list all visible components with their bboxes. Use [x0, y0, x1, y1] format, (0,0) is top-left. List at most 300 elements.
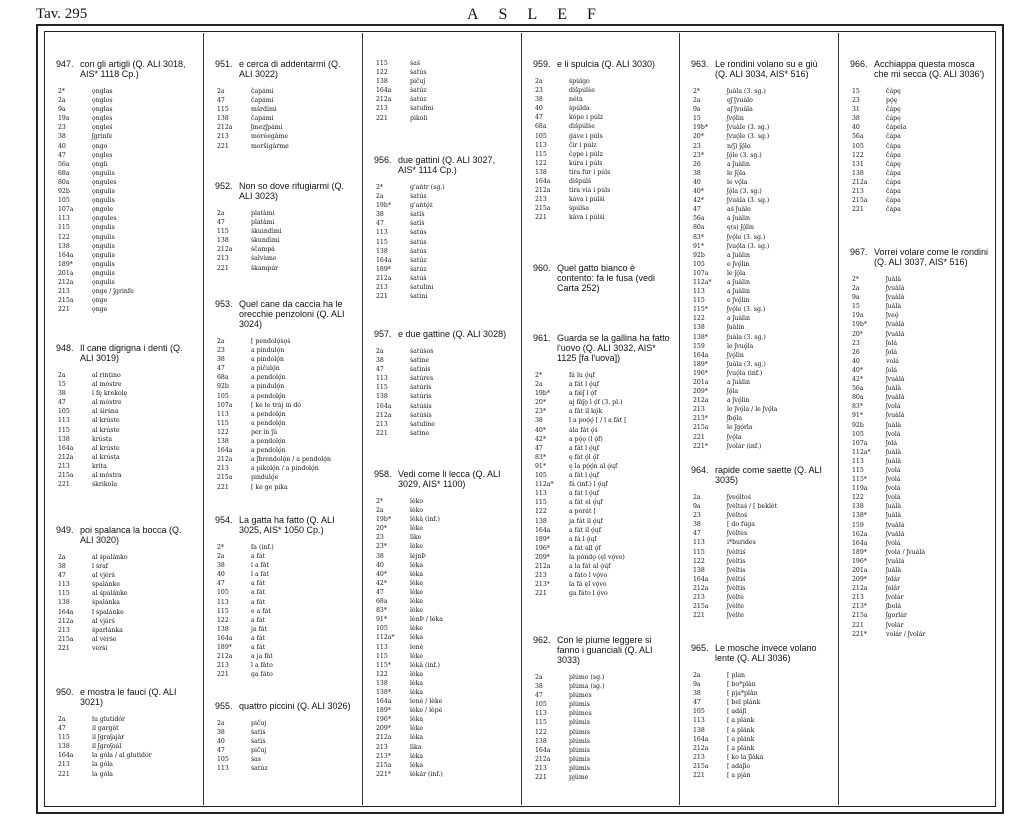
point-code: 2* — [376, 498, 384, 505]
response-row — [215, 218, 356, 227]
point-code: 2a — [535, 674, 543, 681]
dialect-form: lèka — [410, 761, 424, 769]
point-code: 212a — [58, 617, 74, 625]
point-code: 213 — [535, 196, 547, 204]
dialect-form: moršigàrme — [251, 142, 289, 150]
dialect-form: a fát all ǫ́f — [569, 544, 601, 552]
point-code: 23* — [376, 543, 387, 551]
dialect-form: a pičulǫ́n — [251, 365, 280, 373]
point-code: 115 — [376, 238, 388, 246]
point-code: 212a — [535, 187, 551, 195]
point-code: 9a — [58, 106, 66, 114]
response-row — [533, 416, 673, 425]
point-code: 213 — [852, 594, 864, 602]
response-row — [533, 507, 673, 516]
point-code: 164a — [852, 539, 868, 547]
response-row — [374, 615, 515, 624]
dialect-form: ga fáto — [251, 671, 273, 679]
dialect-form: pǫ́ę — [886, 97, 898, 105]
point-code: 23 — [852, 97, 860, 105]
dialect-form: lèka — [410, 752, 424, 760]
dialect-form: lènÞ / lèka — [410, 616, 443, 624]
point-code: 122 — [535, 728, 547, 736]
point-code: 212a — [693, 397, 709, 405]
entry-heading — [533, 59, 673, 69]
response-row — [374, 201, 515, 210]
point-code: 40* — [693, 188, 704, 196]
dialect-form: le ʃǫ́la — [727, 169, 746, 177]
response-list — [374, 497, 515, 779]
point-code: 47 — [535, 444, 543, 452]
response-list — [533, 673, 673, 782]
response-row — [56, 96, 197, 105]
response-row — [691, 214, 832, 223]
point-code: 2a — [376, 507, 384, 515]
dialect-form: a ʃuàlin — [727, 160, 750, 168]
response-row — [691, 557, 832, 566]
entry-962 — [533, 635, 673, 782]
response-row — [691, 771, 832, 780]
dialect-form: i*burides — [727, 539, 756, 547]
point-code: 2a — [58, 716, 66, 723]
point-code: 221 — [217, 264, 229, 272]
dialect-form: le ʃgǫ́rla — [727, 424, 753, 432]
point-code: 196* — [535, 544, 550, 552]
point-code: 23* — [535, 408, 546, 416]
point-code: 189* — [217, 644, 232, 652]
dialect-form: ǫngulis — [92, 233, 115, 241]
point-code: 212a — [535, 755, 551, 763]
dialect-form: ę fát ǫ́l ǫ́f — [569, 453, 599, 461]
point-code: 115 — [217, 106, 229, 114]
point-code: 19b* — [535, 390, 550, 398]
dialect-form: ṡatúz — [251, 765, 268, 773]
response-row — [533, 132, 673, 141]
entry-title: e mostra le fauci (Q. ALI 3021) — [80, 687, 177, 707]
point-code: 212a — [217, 124, 233, 132]
response-row — [374, 429, 515, 438]
dialect-form: čápa — [886, 197, 901, 205]
point-code: 215a — [852, 612, 868, 620]
point-code: 221 — [58, 770, 70, 778]
point-code: 68a — [217, 374, 229, 382]
response-row — [374, 183, 515, 192]
response-row — [215, 364, 356, 373]
point-code: 212a — [217, 456, 233, 464]
response-row — [56, 608, 197, 617]
point-code: 213 — [376, 284, 388, 292]
entry-title: e due gattine (Q. ALI 3028) — [398, 329, 507, 339]
point-code: 40 — [217, 571, 225, 579]
response-row — [533, 204, 673, 213]
response-row — [374, 624, 515, 633]
response-row — [215, 728, 356, 737]
response-row — [215, 737, 356, 746]
response-row — [533, 168, 673, 177]
dialect-form: [ adáʃio — [727, 762, 751, 770]
response-row — [215, 464, 356, 473]
dialect-form: a fát — [251, 634, 266, 642]
response-row — [374, 606, 515, 615]
dialect-form: ṡatúṡis — [410, 402, 432, 410]
point-code: 138 — [217, 438, 229, 446]
response-row — [374, 542, 515, 551]
response-row — [56, 178, 197, 187]
response-row — [691, 278, 832, 287]
response-row — [691, 369, 832, 378]
response-row — [374, 706, 515, 715]
response-row — [533, 398, 673, 407]
point-code: 213 — [535, 764, 547, 772]
point-code: 15 — [852, 88, 860, 95]
point-code: 122 — [217, 616, 229, 624]
entry-heading — [374, 329, 515, 339]
point-code: 159 — [852, 521, 864, 529]
point-code: 92b — [217, 383, 229, 391]
dialect-form: a fát — [251, 598, 266, 606]
point-code: 47 — [217, 219, 225, 227]
response-row — [850, 96, 990, 105]
dialect-form: dišpúlṡe — [569, 87, 595, 95]
dialect-form: pikoli — [410, 114, 428, 122]
dialect-form: al ṡirṡna — [92, 408, 119, 416]
response-row — [56, 426, 197, 435]
point-code: 221* — [852, 630, 867, 638]
response-row — [374, 228, 515, 237]
response-row — [56, 553, 197, 562]
response-row — [374, 515, 515, 524]
dialect-form: plúmo (sg.) — [569, 674, 605, 681]
response-row — [850, 393, 990, 402]
dialect-form: [ a plánk — [727, 717, 755, 725]
point-code: 221 — [693, 612, 705, 620]
dialect-form: ṡalvàme — [251, 255, 277, 263]
response-row — [691, 396, 832, 405]
point-code: 38 — [535, 683, 543, 691]
dialect-form: a pendolǫ́n — [251, 410, 286, 418]
point-code: 47 — [535, 114, 543, 122]
column-5 — [681, 33, 839, 805]
point-code: 2* — [217, 544, 225, 551]
point-code: 105 — [217, 589, 229, 597]
dialect-form: lèke — [410, 543, 424, 551]
point-code: 138 — [217, 237, 229, 245]
point-code: 23 — [693, 512, 701, 520]
response-row — [533, 553, 673, 562]
response-row — [56, 571, 197, 580]
dialect-form: ʃǫ́le (3. sg.) — [727, 151, 762, 159]
response-row — [56, 142, 197, 151]
dialect-form: ʃvèltiś — [727, 575, 746, 583]
response-row — [215, 552, 356, 561]
point-code: 92b — [693, 251, 705, 259]
point-code: 215a — [376, 761, 392, 769]
point-code: 212a — [217, 653, 233, 661]
response-row — [691, 269, 832, 278]
point-code: 113 — [58, 581, 70, 589]
response-row — [850, 411, 990, 420]
response-row — [533, 371, 673, 380]
dialect-form: la góla / al glutidór — [92, 752, 152, 760]
response-list — [56, 371, 197, 489]
dialect-form: g'aṅtr (sg.) — [410, 184, 445, 191]
response-row — [850, 593, 990, 602]
response-row — [691, 689, 832, 698]
dialect-form: ṡparlánka — [92, 626, 123, 634]
point-code: 138* — [693, 333, 708, 341]
entry-title: Non so dove rifugiarmi (Q. ALI 3023) — [239, 181, 345, 201]
response-row — [850, 187, 990, 196]
entry-957 — [374, 329, 515, 438]
dialect-form: ǫngulis — [92, 260, 115, 268]
point-code: 15 — [58, 381, 66, 389]
response-row — [215, 579, 356, 588]
dialect-form: a pǫ́ǫ (l ǫ́f) — [569, 435, 603, 443]
response-row — [691, 502, 832, 511]
point-code: 213 — [693, 594, 705, 602]
point-code: 38 — [693, 690, 701, 698]
point-code: 2* — [852, 276, 860, 283]
point-code: 115 — [852, 466, 864, 474]
response-row — [691, 593, 832, 602]
point-code: 38 — [693, 521, 701, 529]
dialect-form: plúmes — [569, 710, 592, 718]
dialect-form: lèke — [410, 607, 424, 615]
dialect-form: a fát — [251, 553, 266, 561]
dialect-form: ʃvolá — [886, 466, 901, 474]
entry-title: Vorrei volare come le rondini (Q. ALI 3037, AIS* 516) — [874, 247, 989, 267]
dialect-form: la góla — [92, 761, 113, 769]
dialect-form: ǫngules — [92, 215, 117, 223]
dialect-form: néta — [569, 96, 583, 104]
response-row — [850, 178, 990, 187]
point-code: 107a — [693, 269, 709, 277]
point-code: 9a — [693, 106, 701, 114]
point-code: 91* — [535, 462, 546, 470]
dialect-form: pjúme — [569, 774, 589, 782]
dialect-form: per in ʃú — [251, 428, 278, 436]
dialect-form: [ a plánk — [727, 744, 755, 752]
dialect-form: lèka — [410, 670, 424, 678]
dialect-form: ʃvuàlá — [886, 521, 905, 529]
dialect-form: g'aṅtǫ́z — [410, 202, 433, 210]
dialect-form: čápa — [886, 188, 901, 196]
dialect-form: ʃuàla (3. sg.) — [727, 333, 766, 341]
entry-number: 949. — [56, 525, 74, 535]
response-row — [56, 169, 197, 178]
point-code: 212a — [376, 734, 392, 742]
point-code: 115 — [376, 60, 388, 67]
dialect-form: lèjnÞ — [410, 552, 426, 560]
point-code: 215a — [217, 474, 233, 482]
dialect-form: l a poǫ́ǫ́ [ / l a fát [ — [569, 417, 627, 425]
response-row — [215, 561, 356, 570]
point-code: 47 — [217, 747, 225, 755]
response-row — [374, 95, 515, 104]
point-code: 138 — [535, 737, 547, 745]
point-code: 113 — [217, 765, 229, 773]
dialect-form: ʃolá — [886, 339, 898, 347]
response-list — [691, 671, 832, 780]
dialect-form: pičuj — [410, 78, 426, 86]
response-row — [850, 484, 990, 493]
point-code: 122 — [852, 494, 864, 502]
response-list — [56, 715, 197, 779]
point-code: 215a — [58, 635, 74, 643]
dialect-form: lìke — [410, 534, 422, 542]
point-code: 112a* — [535, 481, 554, 489]
dialect-form: ʃvǫ́le (3. sg.) — [727, 306, 766, 314]
point-code: 2a — [693, 672, 701, 679]
point-code: 164a — [376, 87, 392, 95]
response-row — [215, 209, 356, 218]
point-code: 83* — [693, 233, 704, 241]
point-code: 213 — [852, 188, 864, 196]
entry-number: 947. — [56, 59, 74, 69]
response-row — [691, 520, 832, 529]
dialect-form: káva i púlṡi — [569, 214, 605, 222]
point-code: 105 — [535, 472, 547, 480]
response-row — [691, 405, 832, 414]
entry-title: Guarda se la gallina ha fatto l'uovo (Q. ALI 3032, AIS* 1125 [fa l'uova]) — [557, 333, 670, 363]
response-row — [533, 526, 673, 535]
response-row — [56, 160, 197, 169]
dialect-form: al krúste — [92, 426, 120, 434]
dialect-form: plúmis — [569, 728, 590, 736]
point-code: 215a — [693, 603, 709, 611]
entry-number: 957. — [374, 329, 392, 339]
response-row — [533, 195, 673, 204]
response-row — [691, 114, 832, 123]
response-row — [374, 670, 515, 679]
response-row — [691, 187, 832, 196]
entry-heading — [215, 701, 356, 711]
dialect-form: l fę krekolę — [92, 390, 128, 398]
entry-950 — [56, 687, 197, 779]
point-code: 38 — [693, 169, 701, 177]
dialect-form: al ṡpalánko — [92, 554, 128, 561]
dialect-form: a fát l ǫ́ųf — [569, 444, 600, 452]
response-row — [850, 205, 990, 214]
point-code: 23 — [58, 124, 66, 132]
point-code: 80a — [693, 224, 705, 232]
dialect-form: ṡpalánka — [92, 599, 120, 607]
dialect-form: al krúsṭa — [92, 453, 120, 461]
response-row — [56, 398, 197, 407]
dialect-form: plúmis — [569, 755, 590, 763]
point-code: 213 — [58, 288, 70, 296]
dialect-form: a fát — [251, 589, 266, 597]
response-row — [374, 652, 515, 661]
point-code: 122 — [693, 315, 705, 323]
point-code: 159 — [693, 342, 705, 350]
point-code: 19b* — [376, 516, 391, 524]
dialect-form: [ ko la ʃlàka — [727, 753, 764, 761]
point-code: 40 — [852, 357, 860, 365]
response-row — [850, 357, 990, 366]
entry-956 — [374, 155, 515, 301]
entry-heading — [850, 247, 990, 267]
point-code: 23 — [535, 87, 543, 95]
point-code: 38 — [58, 563, 66, 571]
point-code: 107a — [217, 401, 233, 409]
point-code: 196* — [376, 716, 391, 724]
response-row — [850, 123, 990, 132]
dialect-form: lèkár (inf.) — [410, 770, 443, 778]
dialect-form: l a fàt — [251, 562, 270, 570]
dialect-form: plúmes — [569, 692, 592, 700]
entry-number: 950. — [56, 687, 74, 697]
point-code: 212a — [852, 585, 868, 593]
response-row — [374, 292, 515, 301]
point-code: 23 — [852, 339, 860, 347]
dialect-form: ǫngleṣ — [92, 115, 113, 123]
dialect-form: ṡatúres — [410, 375, 434, 383]
point-code: 47 — [58, 725, 66, 733]
dialect-form: ǫngulis — [92, 224, 115, 232]
point-code: 56a — [852, 133, 864, 141]
point-code: 56a — [58, 160, 70, 168]
dialect-form: ǫnglaṣ — [92, 106, 113, 114]
response-row — [374, 552, 515, 561]
response-row — [215, 245, 356, 254]
dialect-form: lèke — [410, 588, 424, 596]
response-row — [691, 716, 832, 725]
dialect-form: le ʃvǫ́la / le ʃvǫ́la — [727, 406, 778, 414]
dialect-form: ʃuàlà — [886, 503, 902, 511]
entry-title: rapide come saette (Q. ALI 3035) — [715, 465, 823, 485]
point-code: 215a — [535, 205, 551, 213]
entry-heading — [56, 525, 197, 545]
dialect-form: il ʃgraʃajàr — [92, 734, 125, 742]
point-code: 138 — [852, 169, 864, 177]
dialect-form: ṡatìne — [410, 357, 429, 365]
point-code: 122 — [852, 151, 864, 159]
point-code: 2a — [217, 88, 225, 95]
point-code: 213 — [58, 761, 70, 769]
point-code: 47 — [376, 220, 384, 228]
point-code: 122 — [693, 557, 705, 565]
dialect-form: ʃvuàlà — [886, 285, 905, 293]
response-row — [691, 611, 832, 620]
point-code: 23* — [693, 151, 704, 159]
point-code: 138 — [376, 78, 388, 86]
response-row — [691, 753, 832, 762]
point-code: 201a — [852, 567, 868, 574]
point-code: 115 — [217, 419, 229, 427]
response-row — [215, 105, 356, 114]
entry-title: Vedi come li lecca (Q. ALI 3029, AIS* 1100) — [398, 469, 501, 489]
point-code: 213 — [376, 420, 388, 428]
response-row — [56, 416, 197, 425]
response-row — [374, 761, 515, 770]
dialect-form: ʃvèltoś — [727, 512, 748, 520]
response-list — [850, 87, 990, 214]
point-code: 189* — [58, 260, 73, 268]
response-list — [374, 59, 515, 123]
dialect-form: ǫngulis — [92, 278, 115, 286]
dialect-form: platàmi — [251, 210, 275, 217]
entry-heading — [215, 181, 356, 201]
response-row — [215, 661, 356, 670]
dialect-form: le ʃvuǫ́la — [727, 342, 754, 350]
response-row — [533, 480, 673, 489]
response-row — [56, 598, 197, 607]
dialect-form: a pindulǫ́n — [251, 383, 285, 391]
dialect-form: ʃuàla (3. sg.) — [727, 360, 766, 368]
point-code: 105 — [58, 408, 70, 416]
response-row — [691, 744, 832, 753]
